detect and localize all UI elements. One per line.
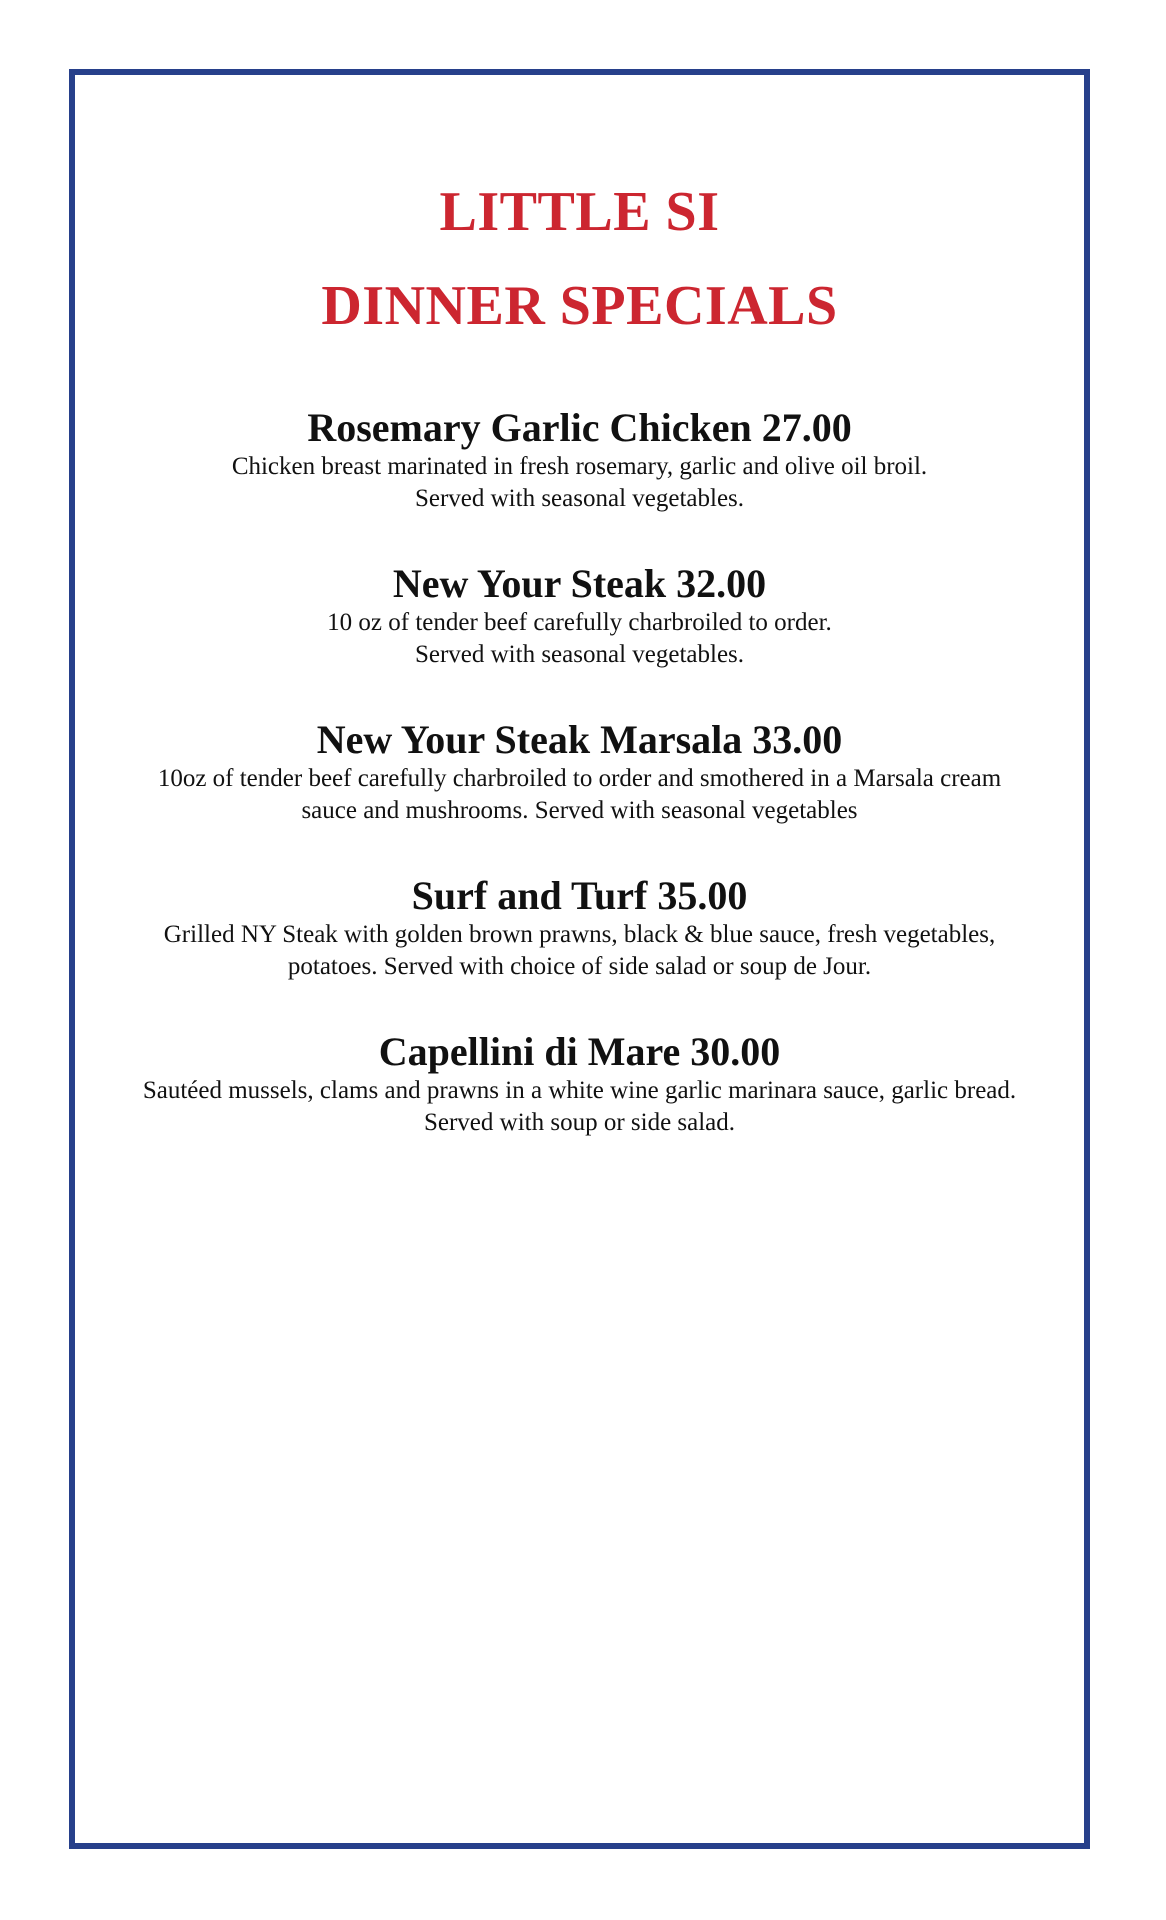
menu-item-new-your-steak xyxy=(75,561,1084,717)
menu-border-frame xyxy=(69,69,1090,1849)
item-description-line: 10 oz of tender beef carefully charbroiled to order. xyxy=(327,609,832,636)
menu-item-new-your-steak-marsala xyxy=(75,717,1084,873)
menu-title xyxy=(75,165,1084,353)
title-line-restaurant: LITTLE SI xyxy=(439,181,720,243)
item-description-line: potatoes. Served with choice of side salad or soup de Jour. xyxy=(287,953,872,980)
item-name: New Your Steak 32.00 xyxy=(392,561,767,606)
item-description-line: sauce and mushrooms. Served with seasonal vegetables xyxy=(301,797,858,824)
menu-item-surf-and-turf xyxy=(75,873,1084,1029)
menu-item-capellini-di-mare xyxy=(75,1029,1084,1185)
item-description-line: 10oz of tender beef carefully charbroiled to order and smothered in a Marsala cream xyxy=(157,765,1002,792)
item-name: Capellini di Mare 30.00 xyxy=(378,1029,781,1074)
item-description-line: Grilled NY Steak with golden brown prawns, black & blue sauce, fresh vegetables, xyxy=(163,921,996,948)
item-name: Rosemary Garlic Chicken 27.00 xyxy=(307,405,852,450)
menu-item-rosemary-garlic-chicken xyxy=(75,405,1084,561)
title-line-specials: DINNER SPECIALS xyxy=(321,275,838,337)
item-name: Surf and Turf 35.00 xyxy=(411,873,748,918)
item-description-line: Served with soup or side salad. xyxy=(423,1109,736,1136)
item-description-line: Chicken breast marinated in fresh rosemary, garlic and olive oil broil. xyxy=(231,453,928,480)
item-description-line: Sautéed mussels, clams and prawns in a white wine garlic marinara sauce, garlic bread. xyxy=(142,1077,1017,1104)
item-description-line: Served with seasonal vegetables. xyxy=(414,485,745,512)
menu-item-list xyxy=(75,405,1084,1185)
item-description-line: Served with seasonal vegetables. xyxy=(414,641,745,668)
item-name: New Your Steak Marsala 33.00 xyxy=(316,717,843,762)
